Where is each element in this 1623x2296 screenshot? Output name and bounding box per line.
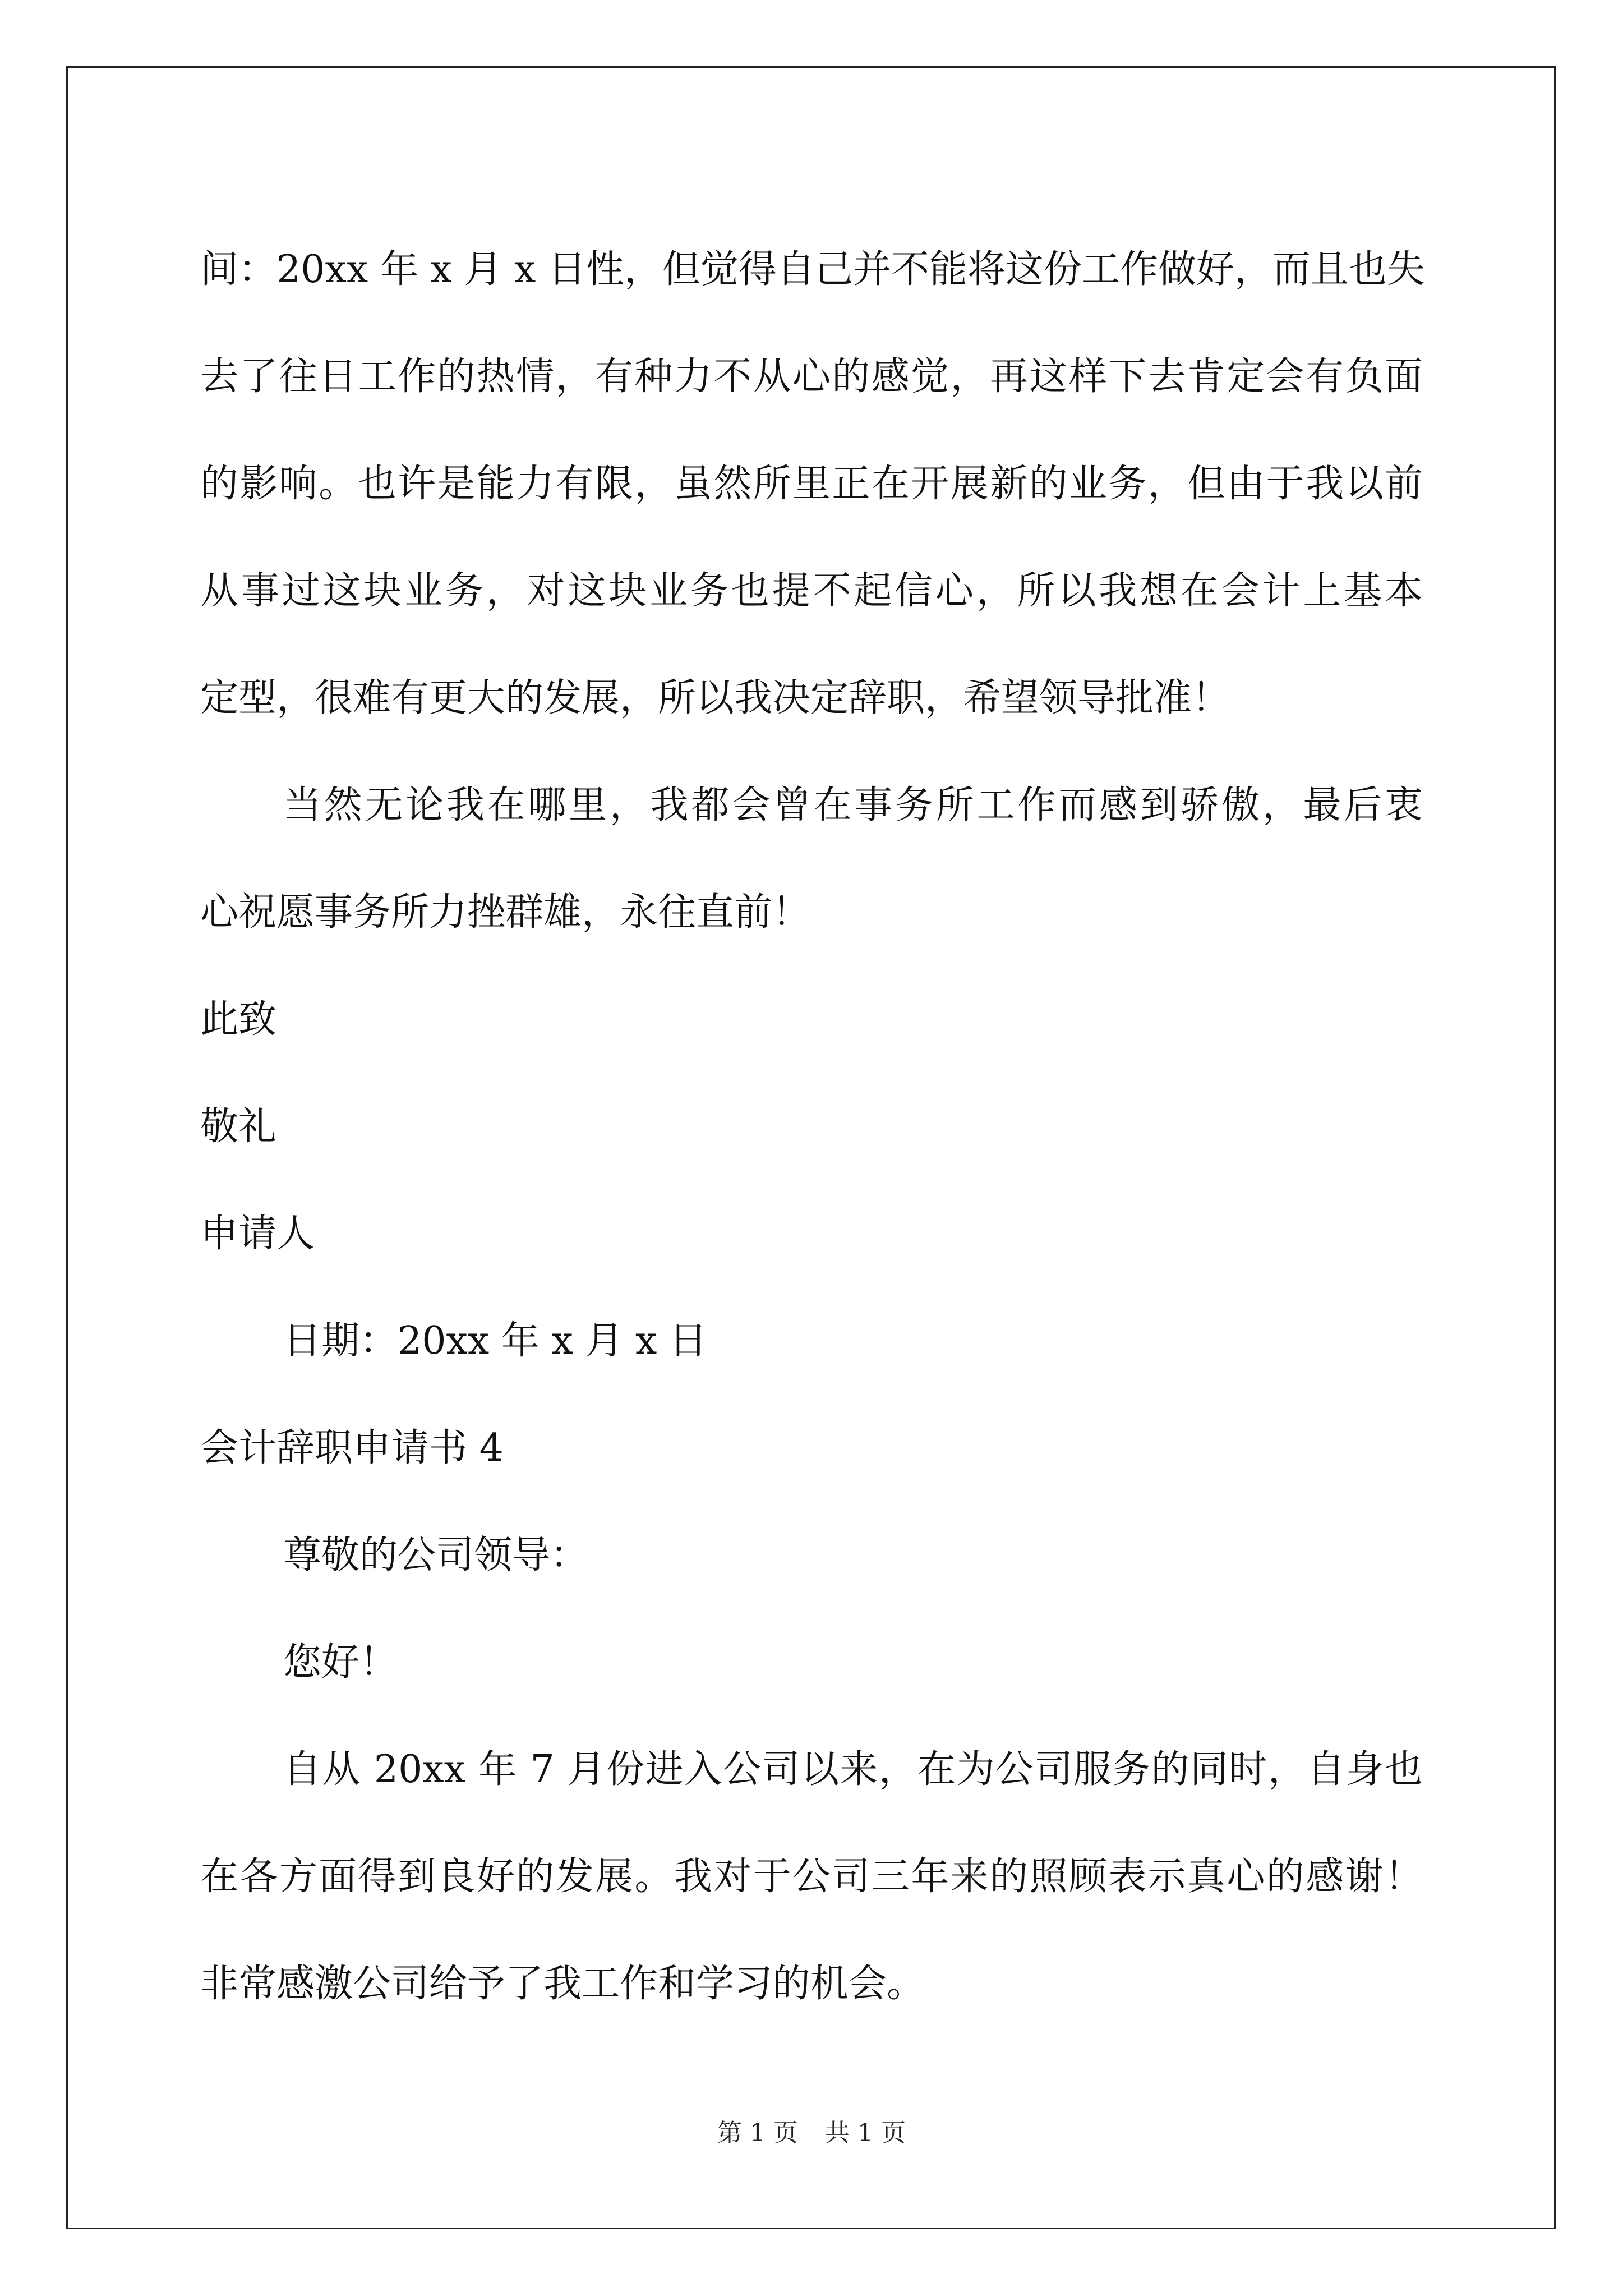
paragraph-line: 间：20xx 年 x 月 x 日性，但觉得自己并不能将这份工作做好，而且也失 <box>200 247 1426 292</box>
paragraph-line: 非常感激公司给予了我工作和学习的机会。 <box>200 1962 925 2006</box>
paragraph-line: 在各方面得到良好的发展。我对于公司三年来的照顾表示真心的感谢！ <box>200 1855 1423 1899</box>
date-line: 日期：20xx 年 x 月 x 日 <box>283 1319 708 1363</box>
paragraph-line: 心祝愿事务所力挫群雄，永往直前！ <box>200 890 811 935</box>
page-footer <box>0 2116 1623 2150</box>
salutation-line: 此致 <box>200 997 277 1042</box>
paragraph-line: 自从 20xx 年 7 月份进入公司以来，在为公司服务的同时，自身也 <box>283 1747 1423 1792</box>
page-number: 第 1 页 <box>717 2119 798 2147</box>
page-total: 共 1 页 <box>825 2119 906 2147</box>
paragraph-line: 的影响。也许是能力有限，虽然所里正在开展新的业务，但由于我以前 <box>200 462 1423 506</box>
paragraph-line: 从事过这块业务，对这块业务也提不起信心，所以我想在会计上基本 <box>200 569 1423 613</box>
salutation-line: 敬礼 <box>200 1105 277 1149</box>
hello-line: 您好！ <box>283 1640 398 1685</box>
paragraph-line: 去了往日工作的热情，有种力不从心的感觉，再这样下去肯定会有负面 <box>200 355 1423 399</box>
document-body <box>200 216 1426 2037</box>
paragraph-line: 当然无论我在哪里，我都会曾在事务所工作而感到骄傲，最后衷 <box>283 783 1423 827</box>
paragraph-line: 定型，很难有更大的发展，所以我决定辞职，希望领导批准！ <box>200 676 1230 720</box>
section-title: 会计辞职申请书 4 <box>200 1426 504 1470</box>
applicant-line: 申请人 <box>200 1212 315 1256</box>
greeting-line: 尊敬的公司领导： <box>283 1533 589 1577</box>
